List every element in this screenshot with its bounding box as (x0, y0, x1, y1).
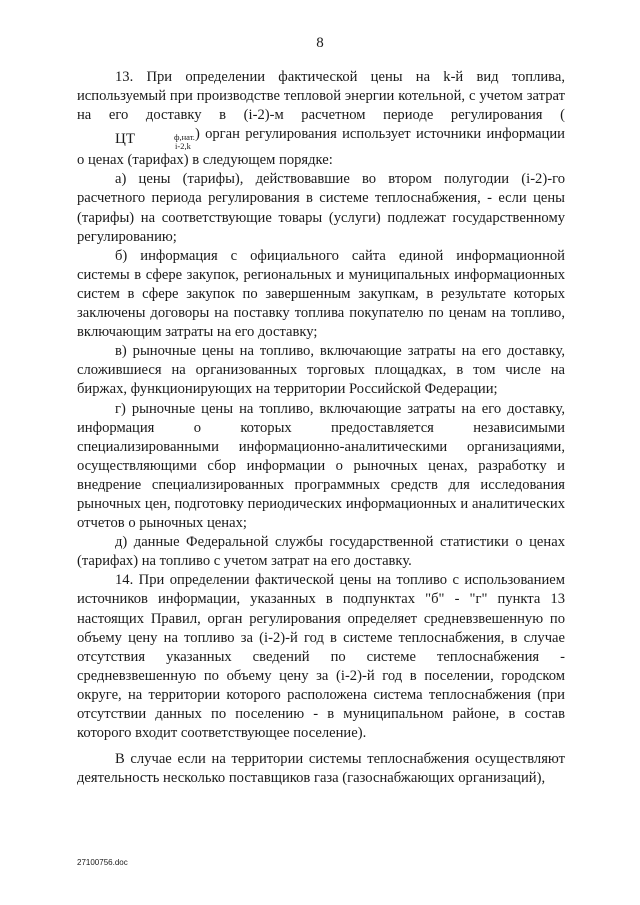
paragraph-13-intro: 13. При определении фактической цены на k-й вид топлива, используемый при производстве тепловой энергии котельной, с учетом затрат на его доставку в (i-2)-м расчетном периоде регулирования ( (77, 69, 565, 124)
page-number: 8 (316, 35, 324, 51)
paragraph-14: 14. При определении фактической цены на топливо с использованием источников информации, указанных в подпунктах "б" - "г" пункта 13 настоящих Правил, орган регулирования определяет средневзвешенную по объему цену на топливо за (i-2)-й год в системе теплоснабжения, в случае отсутствия указанных сведений по системе теплоснабжения - средневзвешенную по объему цену за (i-2)-й год в поселении, городском округе, на территории которого расположена система теплоснабжения (при отсутствии данных по поселению - в муниципальном районе, в состав которого входит соответствующее поселение). (77, 572, 565, 742)
formula-scripts (136, 133, 195, 151)
subitem-d: д) данные Федеральной службы государственной статистики о ценах (тарифах) на топливо с учетом затрат на его доставку. (77, 534, 565, 570)
paragraph-13-rest: ) орган регулирования использует источники информации о ценах (тарифах) в следующем порядке: (77, 126, 565, 169)
formula-subscript: i-2,k (175, 141, 191, 152)
fuel-price-formula (77, 132, 195, 151)
subitem-b: б) информация с официального сайта единой информационной системы в сфере закупок, региональных и муниципальных информационных систем в сфере закупок по завершенным закупкам, в результате которых заключены договоры на поставку топлива покупателю по ценам на топливо, включающим затраты на его доставку; (77, 247, 565, 341)
subitem-g: г) рыночные цены на топливо, включающие затраты на его доставку, информация о которых предоставляется независимыми специализированными информационно-аналитическими организациями, осуществляющими сбор информации о рыночных ценах, разработку и внедрение специализированных программных средств для исследования рыночных цен, подготовку периодических информационных и аналитических отчетов о рыночных ценах; (77, 400, 565, 532)
file-name-footer: 27100756.doc (77, 858, 128, 867)
paragraph-last: В случае если на территории системы теплоснабжения осуществляют деятельность несколько поставщиков газа (газоснабжающих организаций), (77, 751, 565, 787)
formula-superscript: ф,нат. (174, 132, 195, 143)
paragraph-13 (77, 68, 565, 170)
document-body (77, 68, 565, 788)
formula-base: ЦТ (115, 131, 135, 148)
subitem-a: а) цены (тарифы), действовавшие во втором полугодии (i-2)-го расчетного периода регулирования в системе теплоснабжения, - если цены (тарифы) на соответствующие товары (услуги) подлежат государственному регулированию; (77, 171, 565, 245)
subitem-v: в) рыночные цены на топливо, включающие затраты на его доставку, сложившиеся на организованных торговых площадках, в том числе на биржах, функционирующих на территории Российской Федерации; (77, 343, 565, 398)
